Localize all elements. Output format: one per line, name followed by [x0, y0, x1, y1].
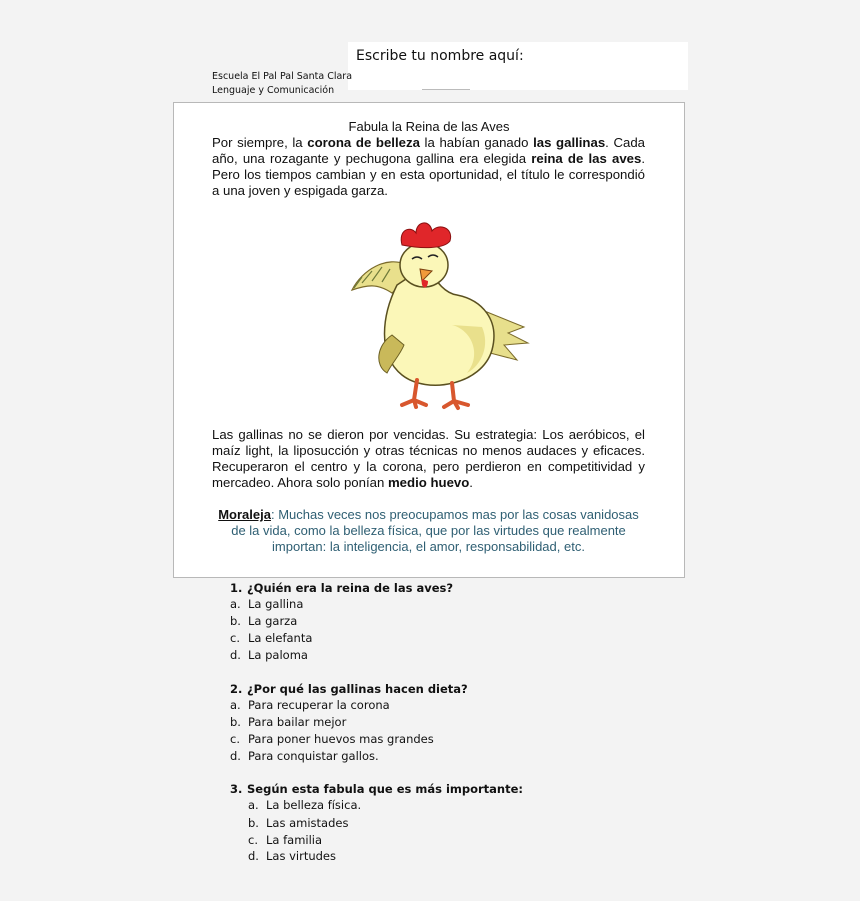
option-text: La garza: [248, 614, 298, 628]
story-box: [173, 102, 685, 578]
p1-bold-1: corona de belleza: [307, 135, 420, 150]
story-title: Fabula la Reina de las Aves: [348, 119, 510, 134]
school-name: Escuela El Pal Pal Santa Clara: [212, 71, 353, 82]
answer-option[interactable]: [230, 614, 297, 628]
answer-option[interactable]: [248, 849, 336, 863]
answer-option[interactable]: [248, 798, 361, 812]
option-letter: d.: [230, 648, 241, 662]
name-prompt: Escribe tu nombre aquí:: [356, 48, 524, 64]
p1-text-3: . Cada año, una rozagante y pechugona gallina era elegida: [212, 135, 645, 166]
p1-text-2: la habían ganado: [419, 135, 534, 150]
answer-option[interactable]: [230, 648, 308, 662]
answer-option[interactable]: [248, 816, 348, 830]
option-letter: b.: [248, 816, 259, 830]
option-text: Para recuperar la corona: [248, 698, 390, 712]
option-text: Las virtudes: [266, 849, 336, 863]
option-text: La belleza física.: [266, 798, 362, 812]
option-text: Para conquistar gallos.: [248, 749, 379, 763]
p1-bold-3: reina de las aves: [531, 151, 642, 166]
story-paragraph-1: [212, 135, 645, 199]
question-text: Según esta fabula que es más importante:: [247, 782, 524, 796]
name-underline: [422, 89, 470, 90]
option-text: Para bailar mejor: [248, 715, 347, 729]
option-text: La elefanta: [248, 631, 313, 645]
answer-option[interactable]: [248, 833, 322, 847]
option-text: Las amistades: [266, 816, 349, 830]
answer-option[interactable]: [230, 698, 390, 712]
moral-label: Moraleja: [218, 507, 271, 522]
option-letter: a.: [230, 597, 241, 611]
option-letter: c.: [230, 631, 240, 645]
question-1: [230, 581, 453, 595]
option-letter: c.: [248, 833, 258, 847]
option-letter: b.: [230, 614, 241, 628]
school-header: [212, 70, 352, 98]
option-letter: a.: [248, 798, 259, 812]
question-2: [230, 682, 468, 696]
hen-illustration: [332, 215, 532, 415]
p2-bold-1: medio huevo: [387, 475, 470, 490]
moral-text: [212, 507, 645, 555]
option-letter: d.: [248, 849, 259, 863]
story-paragraph-2: [212, 427, 645, 491]
answer-option[interactable]: [230, 732, 434, 746]
option-text: La gallina: [248, 597, 304, 611]
question-text: ¿Quién era la reina de las aves?: [247, 581, 454, 595]
option-letter: c.: [230, 732, 240, 746]
subject-name: Lenguaje y Comunicación: [212, 85, 335, 96]
question-3: [230, 782, 523, 796]
question-number: 3.: [230, 782, 243, 796]
option-text: Para poner huevos mas grandes: [248, 732, 434, 746]
option-text: La familia: [266, 833, 323, 847]
question-number: 2.: [230, 682, 243, 696]
p1-text-1: Por siempre, la: [212, 135, 308, 150]
answer-option[interactable]: [230, 749, 379, 763]
option-letter: a.: [230, 698, 241, 712]
p1-text-4: . Pero los tiempos cambian y en esta oportunidad, el título le correspondió a una joven y espigada garza.: [212, 151, 646, 198]
option-letter: b.: [230, 715, 241, 729]
p1-bold-2: las gallinas: [533, 135, 606, 150]
option-text: La paloma: [248, 648, 308, 662]
hen-body: [385, 265, 494, 385]
hen-comb: [401, 223, 450, 248]
p2-text-2: .: [469, 475, 473, 490]
answer-option[interactable]: [230, 715, 346, 729]
moral-body: : Muchas veces nos preocupamos mas por las cosas vanidosas de la vida, como la belleza física, que por las virtudes que realmente importan: la inteligencia, el amor, responsabilidad, etc.: [231, 507, 639, 554]
name-field[interactable]: [348, 42, 688, 90]
answer-option[interactable]: [230, 597, 303, 611]
question-number: 1.: [230, 581, 243, 595]
option-letter: d.: [230, 749, 241, 763]
answer-option[interactable]: [230, 631, 312, 645]
p2-text-1: Las gallinas no se dieron por vencidas. Su estrategia: Los aeróbicos, el maíz light, la liposucción y otras técnicas no menos audaces y eficaces. Recuperaron el centro y la corona, pero perdieron en competitividad y mercadeo. Ahora solo ponían: [212, 427, 645, 490]
question-text: ¿Por qué las gallinas hacen dieta?: [247, 682, 468, 696]
